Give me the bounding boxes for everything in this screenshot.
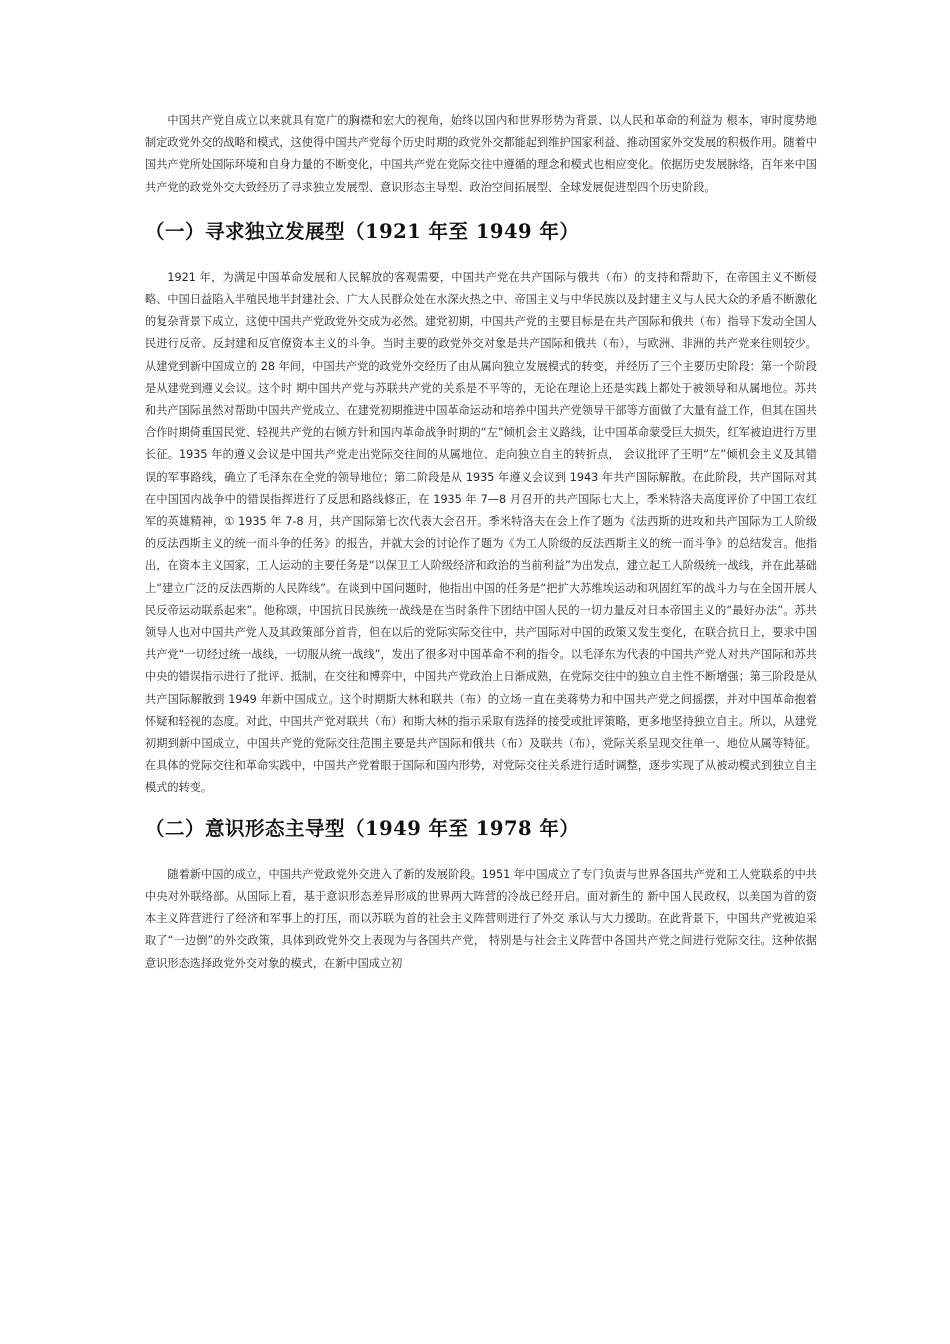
section-heading-2: （二）意识形态主导型（1949 年至 1978 年） xyxy=(145,816,580,840)
intro-paragraph: 中国共产党自成立以来就具有宽广的胸襟和宏大的视角，始终以国内和世界形势为背景、以人民和革命的利益为 根本，审时度势地制定政党外交的战略和模式，这使得中国共产党每个历史时期的政党外交都能起到维护国家利益、推动国家外交发展的积极作用。随着中国共产党所处国际环境和自身力量的不断变化，中国共产党在党际交往中遵循的理念和模式也相应变化。依据历史发展脉络，百年来中国共产党的政党外交大致经历了寻求独立发展型、意识形态主导型、政治空间拓展型、全球发展促进型四个历史阶段。 xyxy=(145,114,817,194)
section-2-paragraph: 随着新中国的成立，中国共产党政党外交进入了新的发展阶段。1951 年中国成立了专门负责与世界各国共产党和工人党联系的中共中央对外联络部。从国际上看，基于意识形态差异形成的世界两大阵营的冷战已经开启。面对新生的 新中国人民政权，以美国为首的资本主义阵营进行了经济和军事上的打压，而以苏联为首的社会主义阵营则进行了外交 承认与大力援助。在此背景下，中国共产党被迫采取了“一边倒”的外交政策，具体到政党外交上表现为与各国共产党， 特别是与社会主义阵营中各国共产党之间进行党际交往。这种依据意识形态选择政党外交对象的模式，在新中国成立初 xyxy=(145,867,817,970)
section-heading-1: （一）寻求独立发展型（1921 年至 1949 年） xyxy=(145,219,580,243)
section-1-paragraph: 1921 年，为满足中国革命发展和人民解放的客观需要，中国共产党在共产国际与俄共（布）的支持和帮助下，在帝国主义不断侵略、中国日益陷入半殖民地半封建社会、广大人民群众处在水深火热之中、帝国主义与中华民族以及封建主义与人民大众的矛盾不断激化的复杂背景下成立，这使中国共产党政党外交成为必然。建党初期，中国共产党的主要目标是在共产国际和俄共（布）指导下发动全国人民进行反帝、反封建和反官僚资本主义的斗争。当时主要的政党外交对象是共产国际和俄共（布），与欧洲、非洲的共产党来往则较少。从建党到新中国成立的 28 年间，中国共产党的政党外交经历了由从属向独立发展模式的转变，并经历了三个主要历史阶段：第一个阶段是从建党到遵义会议。这个时 期中国共产党与苏联共产党的关系是不平等的，无论在理论上还是实践上都处于被领导和从属地位。苏共和共产国际虽然对帮助中国共产党成立、在建党初期推进中国革命运动和培养中国共产党领导干部等方面做了大量有益工作，但其在国共合作时期倚重国民党、轻视共产党的右倾方针和国内革命战争时期的“左”倾机会主义路线，让中国革命蒙受巨大损失，红军被迫进行万里长征。1935 年的遵义会议是中国共产党走出党际交往间的从属地位、走向独立自主的转折点， 会议批评了王明“左”倾机会主义及其错误的军事路线，确立了毛泽东在全党的领导地位；第二阶段是从 1935 年遵义会议到 1943 年共产国际解散。在此阶段，共产国际对其在中国国内战争中的错误指挥进行了反思和路线修正，在 1935 年 7—8 月召开的共产国际七大上，季米特洛夫高度评价了中国工农红军的英雄精神，① 1935 年 7-8 月，共产国际第七次代表大会召开。季米特洛夫在会上作了题为《法西斯的进攻和共产国际为工人阶级的反法西斯主义的统一而斗争的任务》的报告，并就大会的讨论作了题为《为工人阶级的反法西斯主义的统一而斗争》的总结发言。他指出，在资本主义国家，工人运动的主要任务是“以保卫工人阶级经济和政治的当前利益”为出发点，建立起工人阶级统一战线，并在此基础上“建立广泛的反法西斯的人民阵线”。在谈到中国问题时，他指出中国的任务是“把扩大苏维埃运动和巩固红军的战斗力与在全国开展人民反帝运动联系起来”。他称颂，中国抗日民族统一战线是在当时条件下团结中国人民的一切力量反对日本帝国主义的“最好办法”。苏共领导人也对中国共产党人及其政策部分首肯，但在以后的党际实际交往中，共产国际对中国的政策又发生变化，在联合抗日上，要求中国共产党“一切经过统一战线，一切服从统一战线”，发出了很多对中国革命不利的指令。以毛泽东为代表的中国共产党人对共产国际和苏共中央的错误指示进行了批评、抵制，在交往和博弈中，中国共产党政治上日渐成熟，在党际交往中的独立自主性不断增强；第三阶段是从共产国际解散到 1949 年新中国成立。这个时期斯大林和联共（布）的立场一直在美蒋势力和中国共产党之间摇摆，并对中国革命抱着怀疑和轻视的态度。对此，中国共产党对联共（布）和斯大林的指示采取有选择的接受或批评策略，更多地坚持独立自主。所以，从建党初期到新中国成立，中国共产党的党际交往范围主要是共产国际和俄共（布）及联共（布），党际关系呈现交往单一、地位从属等特征。在具体的党际交往和革命实践中，中国共产党着眼于国际和国内形势，对党际交往关系进行适时调整，逐步实现了从被动模式到独立自主模式的转变。 xyxy=(145,270,817,795)
document-page xyxy=(145,110,817,975)
